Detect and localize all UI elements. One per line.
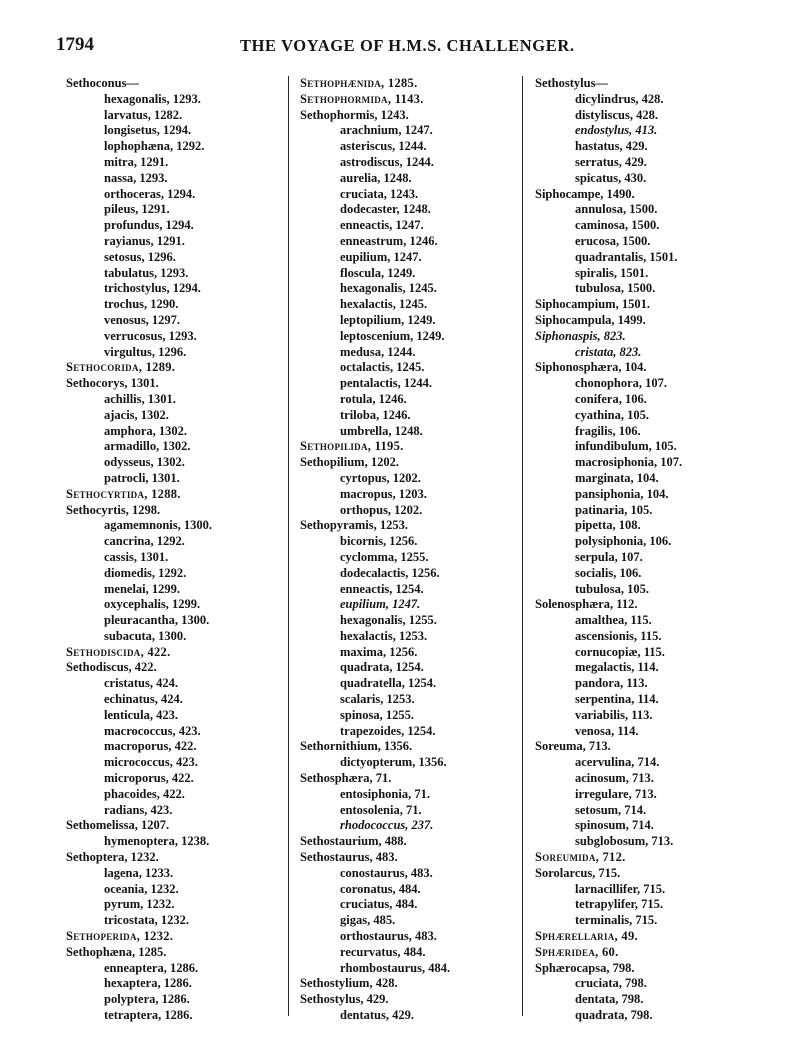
index-subentry: cancrina, 1292. — [104, 534, 185, 549]
index-subentry: menelai, 1299. — [104, 581, 181, 596]
index-subentry: pileus, 1291. — [104, 202, 170, 217]
index-subentry: endostylus, 413. — [575, 123, 658, 138]
index-subentry: lagena, 1233. — [104, 865, 174, 880]
genus-entry: Sethostylus— — [535, 76, 608, 90]
index-subentry: infundibulum, 105. — [575, 439, 677, 454]
index-subentry: orthoceras, 1294. — [104, 186, 196, 201]
index-subentry: enneactis, 1247. — [340, 218, 424, 233]
index-subentry: tetrapylifer, 715. — [575, 897, 664, 912]
family-entry: Soreumida, 712. — [535, 850, 626, 865]
index-subentry: asteriscus, 1244. — [340, 139, 427, 154]
index-subentry: pansiphonia, 104. — [575, 486, 669, 501]
index-subentry: larnacillifer, 715. — [575, 881, 666, 896]
genus-entry: Solenosphæra, 112. — [535, 597, 638, 612]
index-subentry: orthostaurus, 483. — [340, 929, 437, 944]
genus-entry: Sethocorys, 1301. — [66, 376, 159, 391]
genus-entry: Sethostylium, 428. — [300, 976, 398, 991]
index-subentry: dicylindrus, 428. — [575, 91, 664, 106]
index-subentry: mitra, 1291. — [104, 154, 169, 169]
index-subentry: coronatus, 484. — [340, 881, 421, 896]
column-rule — [288, 76, 289, 1016]
index-subentry: macrococcus, 423. — [104, 723, 201, 738]
index-subentry: hexagonalis, 1255. — [340, 613, 437, 628]
index-subentry: serpentina, 114. — [575, 692, 659, 707]
index-subentry: floscula, 1249. — [340, 265, 416, 280]
index-subentry: cyathina, 105. — [575, 407, 649, 422]
index-subentry: marginata, 104. — [575, 470, 659, 485]
index-column-3 — [535, 76, 682, 1024]
index-subentry: nassa, 1293. — [104, 170, 168, 185]
genus-entry: Sethopilium, 1202. — [300, 455, 399, 470]
index-subentry: arachnium, 1247. — [340, 123, 433, 138]
index-subentry: maxima, 1256. — [340, 644, 418, 659]
index-subentry: irregulare, 713. — [575, 786, 657, 801]
index-subentry: enneactis, 1254. — [340, 581, 424, 596]
index-subentry: rayianus, 1291. — [104, 233, 185, 248]
index-subentry: conostaurus, 483. — [340, 865, 433, 880]
index-subentry: spinosa, 1255. — [340, 707, 414, 722]
index-subentry: macrosiphonia, 107. — [575, 455, 683, 470]
index-subentry: hexalactis, 1245. — [340, 297, 428, 312]
index-subentry: umbrella, 1248. — [340, 423, 423, 438]
index-subentry: quadrantalis, 1501. — [575, 249, 678, 264]
family-entry: Sphærellaria, 49. — [535, 929, 638, 944]
index-subentry: dodecaster, 1248. — [340, 202, 431, 217]
index-subentry: entosiphonia, 71. — [340, 786, 430, 801]
genus-entry: Sethostylus, 429. — [300, 992, 389, 1007]
family-entry: Sethoperida, 1232. — [66, 929, 174, 944]
index-subentry: pentalactis, 1244. — [340, 376, 433, 391]
index-subentry: entosolenia, 71. — [340, 802, 422, 817]
genus-entry: Sethornithium, 1356. — [300, 739, 413, 754]
index-subentry: orthopus, 1202. — [340, 502, 423, 517]
family-entry: Sethophormida, 1143. — [300, 91, 424, 106]
index-subentry: serratus, 429. — [575, 154, 647, 169]
index-subentry: achillis, 1301. — [104, 391, 176, 406]
index-subentry: agamemnonis, 1300. — [104, 518, 212, 533]
genus-entry: Sethodiscus, 422. — [66, 660, 157, 675]
index-subentry: armadillo, 1302. — [104, 439, 191, 454]
index-subentry: cristatus, 424. — [104, 676, 178, 691]
index-subentry: tubulosa, 105. — [575, 581, 649, 596]
index-subentry: larvatus, 1282. — [104, 107, 183, 122]
index-subentry: astrodiscus, 1244. — [340, 154, 434, 169]
index-subentry: aurelia, 1248. — [340, 170, 412, 185]
index-subentry: annulosa, 1500. — [575, 202, 658, 217]
index-subentry: leptoscenium, 1249. — [340, 328, 445, 343]
index-subentry: cruciatus, 484. — [340, 897, 418, 912]
index-column-1 — [66, 76, 212, 1024]
genus-entry: Sethophormis, 1243. — [300, 107, 409, 122]
index-subentry: eupilium, 1247. — [340, 249, 422, 264]
index-subentry: rotula, 1246. — [340, 391, 407, 406]
running-title: THE VOYAGE OF H.M.S. CHALLENGER. — [240, 36, 575, 55]
index-subentry: lenticula, 423. — [104, 707, 178, 722]
index-subentry: hexalactis, 1253. — [340, 628, 428, 643]
index-subentry: cornucopiæ, 115. — [575, 644, 665, 659]
index-subentry: longisetus, 1294. — [104, 123, 192, 138]
index-subentry: cristata, 823. — [575, 344, 642, 359]
index-subentry: gigas, 485. — [340, 913, 396, 928]
index-subentry: fragilis, 106. — [575, 423, 641, 438]
genus-entry: Sethoconus— — [66, 76, 139, 90]
index-subentry: terminalis, 715. — [575, 913, 658, 928]
genus-entry: Sethopyramis, 1253. — [300, 518, 408, 533]
index-subentry: scalaris, 1253. — [340, 692, 415, 707]
index-subentry: hexaptera, 1286. — [104, 976, 192, 991]
genus-entry: Siphocampe, 1490. — [535, 186, 635, 201]
index-subentry: conifera, 106. — [575, 391, 647, 406]
genus-entry: Sethosphæra, 71. — [300, 771, 392, 786]
index-subentry: polyptera, 1286. — [104, 992, 190, 1007]
index-subentry: tricostata, 1232. — [104, 913, 190, 928]
index-subentry: cruciata, 798. — [575, 976, 647, 991]
index-subentry: quadrata, 798. — [575, 1008, 653, 1023]
index-subentry: dodecalactis, 1256. — [340, 565, 440, 580]
index-subentry: spicatus, 430. — [575, 170, 647, 185]
index-subentry: tubulosa, 1500. — [575, 281, 656, 296]
index-subentry: megalactis, 114. — [575, 660, 659, 675]
index-subentry: triloba, 1246. — [340, 407, 411, 422]
index-subentry: dentata, 798. — [575, 992, 644, 1007]
index-subentry: hexagonalis, 1293. — [104, 91, 201, 106]
family-entry: Sethophænida, 1285. — [300, 76, 418, 90]
index-subentry: venosus, 1297. — [104, 312, 181, 327]
genus-entry: Siphocampium, 1501. — [535, 297, 650, 312]
column-rule — [522, 76, 523, 1016]
index-subentry: amalthea, 115. — [575, 613, 652, 628]
index-subentry: virgultus, 1296. — [104, 344, 187, 359]
index-subentry: pandora, 113. — [575, 676, 648, 691]
index-subentry: venosa, 114. — [575, 723, 639, 738]
index-subentry: polysiphonia, 106. — [575, 534, 672, 549]
index-subentry: tabulatus, 1293. — [104, 265, 189, 280]
index-subentry: verrucosus, 1293. — [104, 328, 197, 343]
index-subentry: quadrata, 1254. — [340, 660, 424, 675]
index-subentry: trapezoides, 1254. — [340, 723, 436, 738]
index-subentry: recurvatus, 484. — [340, 944, 426, 959]
index-subentry: rhodococcus, 237. — [340, 818, 434, 833]
index-subentry: pipetta, 108. — [575, 518, 641, 533]
index-subentry: odysseus, 1302. — [104, 455, 185, 470]
family-entry: Sphæridea, 60. — [535, 944, 619, 959]
index-subentry: trichostylus, 1294. — [104, 281, 201, 296]
index-subentry: dictyopterum, 1356. — [340, 755, 447, 770]
family-entry: Sethocorida, 1289. — [66, 360, 176, 375]
index-subentry: enneaptera, 1286. — [104, 960, 199, 975]
index-subentry: subacuta, 1300. — [104, 628, 187, 643]
genus-entry: Siphocampula, 1499. — [535, 312, 646, 327]
index-subentry: spinosum, 714. — [575, 818, 654, 833]
index-subentry: medusa, 1244. — [340, 344, 416, 359]
genus-entry: Sethoptera, 1232. — [66, 850, 159, 865]
index-subentry: octalactis, 1245. — [340, 360, 425, 375]
index-subentry: socialis, 106. — [575, 565, 642, 580]
index-subentry: pleuracantha, 1300. — [104, 613, 210, 628]
index-subentry: erucosa, 1500. — [575, 233, 651, 248]
index-subentry: macroporus, 422. — [104, 739, 197, 754]
index-subentry: radians, 423. — [104, 802, 173, 817]
family-entry: Sethodiscida, 422. — [66, 644, 171, 659]
index-subentry: microporus, 422. — [104, 771, 194, 786]
index-subentry: subglobosum, 713. — [575, 834, 674, 849]
index-subentry: eupilium, 1247. — [340, 597, 421, 612]
index-subentry: micrococcus, 423. — [104, 755, 198, 770]
index-subentry: hastatus, 429. — [575, 139, 648, 154]
index-subentry: macropus, 1203. — [340, 486, 427, 501]
index-column-2 — [300, 76, 450, 1024]
index-subentry: trochus, 1290. — [104, 297, 179, 312]
index-subentry: pyrum, 1232. — [104, 897, 175, 912]
index-subentry: cassis, 1301. — [104, 549, 169, 564]
family-entry: Sethocyrtida, 1288. — [66, 486, 181, 501]
index-subentry: cyclomma, 1255. — [340, 549, 429, 564]
index-subentry: echinatus, 424. — [104, 692, 183, 707]
index-subentry: cruciata, 1243. — [340, 186, 419, 201]
genus-entry: Siphonosphæra, 104. — [535, 360, 647, 375]
index-subentry: quadratella, 1254. — [340, 676, 437, 691]
index-subentry: setosus, 1296. — [104, 249, 176, 264]
index-subentry: hexagonalis, 1245. — [340, 281, 437, 296]
index-subentry: patinaria, 105. — [575, 502, 653, 517]
index-subentry: dentatus, 429. — [340, 1008, 414, 1023]
index-subentry: leptopilium, 1249. — [340, 312, 436, 327]
index-subentry: acinosum, 713. — [575, 771, 654, 786]
index-subentry: oxycephalis, 1299. — [104, 597, 201, 612]
genus-entry: Sethocyrtis, 1298. — [66, 502, 161, 517]
genus-entry: Sethophæna, 1285. — [66, 944, 167, 959]
index-subentry: distyliscus, 428. — [575, 107, 659, 122]
index-subentry: cyrtopus, 1202. — [340, 470, 421, 485]
index-subentry: serpula, 107. — [575, 549, 643, 564]
index-subentry: profundus, 1294. — [104, 218, 194, 233]
index-subentry: variabilis, 113. — [575, 707, 653, 722]
index-subentry: rhombostaurus, 484. — [340, 960, 451, 975]
genus-entry: Sorolarcus, 715. — [535, 865, 621, 880]
index-subentry: diomedis, 1292. — [104, 565, 187, 580]
genus-entry: Soreuma, 713. — [535, 739, 611, 754]
page-number: 1794 — [56, 34, 94, 55]
index-subentry: oceania, 1232. — [104, 881, 179, 896]
index-subentry: chonophora, 107. — [575, 376, 668, 391]
index-subentry: spiralis, 1501. — [575, 265, 649, 280]
index-subentry: setosum, 714. — [575, 802, 647, 817]
genus-entry: Sethostaurium, 488. — [300, 834, 407, 849]
family-entry: Sethopilida, 1195. — [300, 439, 404, 454]
index-subentry: tetraptera, 1286. — [104, 1008, 193, 1023]
index-subentry: hymenoptera, 1238. — [104, 834, 210, 849]
index-subentry: caminosa, 1500. — [575, 218, 660, 233]
index-subentry: enneastrum, 1246. — [340, 233, 438, 248]
genus-entry: Sethostaurus, 483. — [300, 850, 398, 865]
index-subentry: lophophæna, 1292. — [104, 139, 205, 154]
genus-entry: Sphærocapsa, 798. — [535, 960, 635, 975]
index-subentry: patrocli, 1301. — [104, 470, 180, 485]
index-subentry: ajacis, 1302. — [104, 407, 169, 422]
index-subentry: phacoides, 422. — [104, 786, 185, 801]
index-subentry: acervulina, 714. — [575, 755, 660, 770]
genus-entry: Siphonaspis, 823. — [535, 328, 626, 343]
index-subentry: bicornis, 1256. — [340, 534, 418, 549]
genus-entry: Sethomelissa, 1207. — [66, 818, 170, 833]
index-subentry: ascensionis, 115. — [575, 628, 662, 643]
index-subentry: amphora, 1302. — [104, 423, 187, 438]
